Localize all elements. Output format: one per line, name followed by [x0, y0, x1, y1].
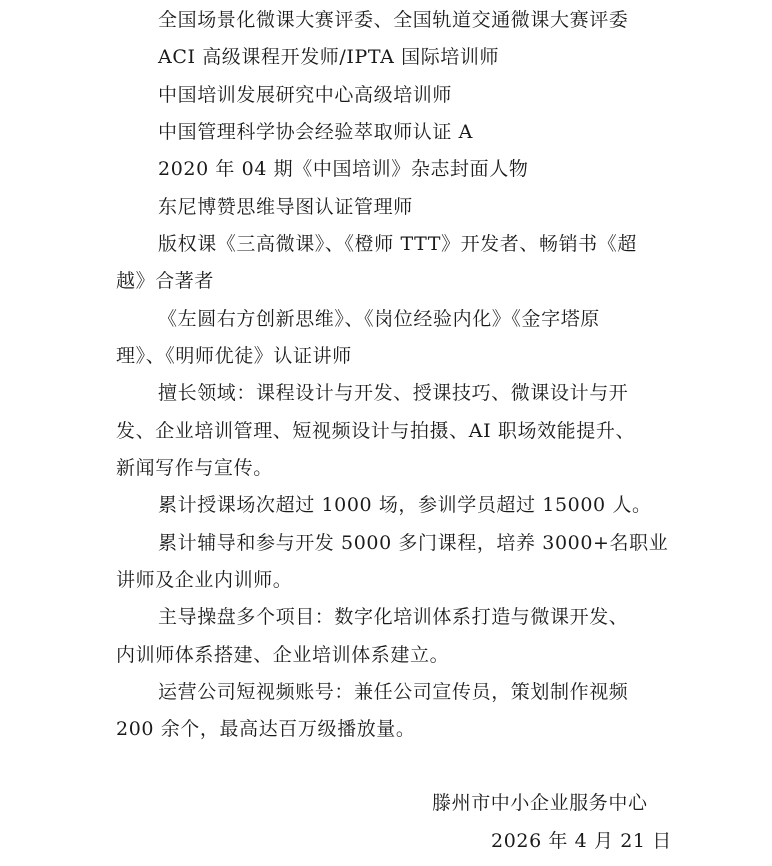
text-line-14: 累计授课场次超过 1000 场，参训学员超过 15000 人。 [158, 494, 652, 516]
text-line-12: 发、企业培训管理、短视频设计与拍摄、AI 职场效能提升、 [116, 420, 636, 442]
text-line-5: 2020 年 04 期《中国培训》杂志封面人物 [158, 158, 529, 180]
text-line-18: 内训师体系搭建、企业培训体系建立。 [116, 644, 450, 666]
text-line-13: 新闻写作与宣传。 [116, 457, 273, 479]
text-line-20: 200 余个，最高达百万级播放量。 [116, 718, 416, 740]
text-line-1: 全国场景化微课大赛评委、全国轨道交通微课大赛评委 [158, 9, 629, 31]
text-line-16: 讲师及企业内训师。 [116, 569, 293, 591]
text-line-4: 中国管理科学协会经验萃取师认证 A [158, 121, 473, 143]
text-line-8: 越》合著者 [116, 270, 215, 292]
text-line-15: 累计辅导和参与开发 5000 多门课程，培养 3000+名职业 [158, 532, 669, 554]
text-line-2: ACI 高级课程开发师/IPTA 国际培训师 [158, 46, 500, 68]
text-line-3: 中国培训发展研究中心高级培训师 [158, 84, 453, 106]
text-line-11: 擅长领域：课程设计与开发、授课技巧、微课设计与开 [158, 382, 629, 404]
text-line-19: 运营公司短视频账号：兼任公司宣传员，策划制作视频 [158, 681, 629, 703]
text-line-17: 主导操盘多个项目：数字化培训体系打造与微课开发、 [158, 606, 629, 628]
text-line-10: 理》、《明师优徒》认证讲师 [116, 345, 352, 367]
text-line-9: 《左圆右方创新思维》、《岗位经验内化》《金字塔原 [158, 308, 600, 330]
text-line-6: 东尼博赞思维导图认证管理师 [158, 196, 413, 218]
text-line-7: 版权课《三高微课》、《橙师 TTT》开发者、畅销书《超 [158, 233, 637, 255]
signature-date: 2026 年 4 月 21 日 [491, 830, 672, 852]
signature-organization: 滕州市中小企业服务中心 [432, 792, 648, 814]
